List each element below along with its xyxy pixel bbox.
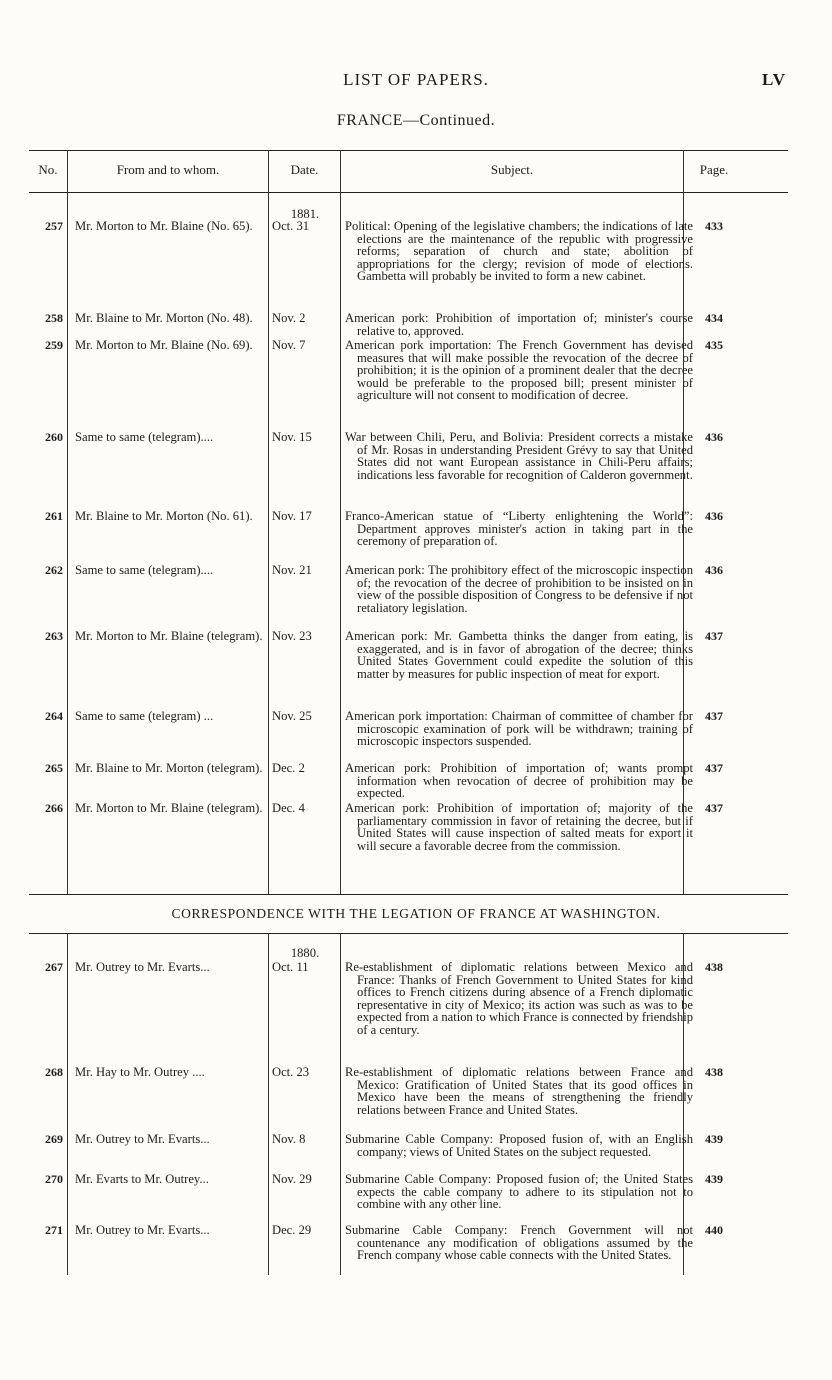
page-header: [0, 70, 832, 94]
date: Nov. 21: [272, 563, 312, 577]
from-to: Same to same (telegram)....: [75, 563, 214, 577]
paper-number: 258: [45, 311, 63, 325]
page-title: LIST OF PAPERS.: [343, 70, 489, 89]
paper-number: 257: [45, 219, 63, 233]
paper-number: 267: [45, 960, 63, 974]
subject: Submarine Cable Company: Proposed fusion of; the United States expects the cable company to adhere to its stipulation not to combine with any other line.: [345, 1172, 693, 1212]
date: Nov. 25: [272, 709, 312, 723]
date: Nov. 17: [272, 509, 312, 523]
from-to: Mr. Morton to Mr. Blaine (No. 65).: [75, 219, 253, 233]
date: Oct. 31: [272, 219, 310, 233]
paper-number: 265: [45, 761, 63, 775]
date: Nov. 23: [272, 629, 312, 643]
paper-number: 263: [45, 629, 63, 643]
subject: American pork: The prohibitory effect of the microscopic inspection of; the revocation of the decree of prohibition to be insisted on in view of the possible disposition of Congress to be defensive if not retaliatory legislation.: [345, 563, 693, 615]
paper-number: 269: [45, 1132, 63, 1146]
from-to: Mr. Blaine to Mr. Morton (telegram).: [75, 761, 263, 775]
papers-table-legation: [29, 933, 788, 1278]
from-to: Mr. Morton to Mr. Blaine (No. 69).: [75, 338, 253, 352]
year-label: 1881.: [290, 207, 320, 221]
from-to: Mr. Morton to Mr. Blaine (telegram).: [75, 629, 263, 643]
page-ref: 435: [705, 338, 723, 352]
papers-table-france: [29, 150, 788, 895]
date: Nov. 7: [272, 338, 306, 352]
subject: Re-establishment of diplomatic relations between France and Mexico: Gratification of United States that its good offices in Mexico have been the means of strengthening the friendly relations between France and United States.: [345, 1065, 693, 1117]
page-ref: 439: [705, 1172, 723, 1186]
page-ref: 439: [705, 1132, 723, 1146]
page-ref: 438: [705, 1065, 723, 1079]
date: Dec. 4: [272, 801, 305, 815]
from-to: Same to same (telegram)....: [75, 430, 214, 444]
correspondence-section-title: CORRESPONDENCE WITH THE LEGATION OF FRANCE AT WASHINGTON.: [171, 906, 661, 921]
column-header-date: Date.: [290, 162, 319, 177]
page-ref: 433: [705, 219, 723, 233]
subject: American pork: Mr. Gambetta thinks the danger from eating, is exaggerated, and is in favor of abrogation of the decree; thinks United States Government could expedite the solution of this matter by measures for public inspection of meat for export.: [345, 629, 693, 681]
paper-number: 266: [45, 801, 63, 815]
from-to: Mr. Hay to Mr. Outrey ....: [75, 1065, 205, 1079]
paper-number: 259: [45, 338, 63, 352]
paper-number: 264: [45, 709, 63, 723]
date: Nov. 29: [272, 1172, 312, 1186]
date: Dec. 2: [272, 761, 305, 775]
from-to: Same to same (telegram) ...: [75, 709, 214, 723]
from-to: Mr. Outrey to Mr. Evarts...: [75, 1223, 210, 1237]
page-ref: 436: [705, 509, 723, 523]
paper-number: 260: [45, 430, 63, 444]
date: Dec. 29: [272, 1223, 312, 1237]
column-header-no: No.: [38, 162, 58, 177]
subject: Franco-American statue of “Liberty enlightening the World”: Department approves minister's action in taking part in the ceremony of preparation of.: [345, 509, 693, 549]
page-number: LV: [761, 70, 786, 89]
page-ref: 437: [705, 801, 723, 815]
page-ref: 437: [705, 761, 723, 775]
page-ref: 436: [705, 563, 723, 577]
subject: Re-establishment of diplomatic relations between Mexico and France: Thanks of French Government to United States for kind offices to French citizens during absence of a French diplomatic representative in city of Mexico; its action was such as was to be expected from a nation to which France is connected by friendship of a century.: [345, 960, 693, 1037]
subject: American pork: Prohibition of importation of; wants prompt information when revocation of decree of prohibition may be expected.: [345, 761, 693, 801]
paper-number: 268: [45, 1065, 63, 1079]
subject: Political: Opening of the legislative chambers; the indications of late elections are the maintenance of the republic with progressive reforms; separation of church and state; abolition of appropriations for the clergy; revision of mode of elections. Gambetta will probably be invited to form a new cabinet.: [345, 219, 693, 284]
page-ref: 438: [705, 960, 723, 974]
paper-number: 261: [45, 509, 63, 523]
from-to: Mr. Morton to Mr. Blaine (telegram).: [75, 801, 263, 815]
subject: Submarine Cable Company: French Government will not countenance any modification of obligations assumed by the French company whose cable connects with the United States.: [345, 1223, 693, 1263]
from-to: Mr. Blaine to Mr. Morton (No. 61).: [75, 509, 253, 523]
subject: American pork importation: The French Government has devised measures that will make possible the revocation of the decree of prohibition; it is the opinion of a prominent dealer that the decree would be preferable to the proposed bill; present minister of agriculture will not consent to modification of decree.: [345, 338, 693, 403]
page-ref: 437: [705, 629, 723, 643]
column-header-page: Page.: [699, 162, 729, 177]
page-ref: 440: [705, 1223, 723, 1237]
date: Nov. 15: [272, 430, 312, 444]
column-header-subject: Subject.: [490, 162, 534, 177]
subject: American pork importation: Chairman of committee of chamber for microscopic examination of pork will be withdrawn; training of microscopic inspectors suspended.: [345, 709, 693, 749]
section-title: FRANCE—Continued.: [336, 112, 496, 129]
page-ref: 434: [705, 311, 723, 325]
year-label: 1880.: [290, 946, 320, 960]
subject: Submarine Cable Company: Proposed fusion of, with an English company; views of United States on the subject requested.: [345, 1132, 693, 1159]
subject: American pork: Prohibition of importation of; majority of the parliamentary commission in favor of retaining the decree, but if United States will cause inspection of salted meats for export it will secure a favorable decree from the commission.: [345, 801, 693, 853]
date: Oct. 11: [272, 960, 309, 974]
page-ref: 437: [705, 709, 723, 723]
paper-number: 262: [45, 563, 63, 577]
subject: War between Chili, Peru, and Bolivia: President corrects a mistake of Mr. Rosas in understanding President Grévy to say that United States did not want European assistance in Chili-Peru affairs; indications less favorable for recognition of Calderon government.: [345, 430, 693, 482]
subject: American pork: Prohibition of importation of; minister's course relative to, approved.: [345, 311, 693, 338]
paper-number: 271: [45, 1223, 63, 1237]
column-header-from: From and to whom.: [116, 162, 220, 177]
page-ref: 436: [705, 430, 723, 444]
date: Nov. 8: [272, 1132, 306, 1146]
date: Oct. 23: [272, 1065, 310, 1079]
date: Nov. 2: [272, 311, 306, 325]
from-to: Mr. Blaine to Mr. Morton (No. 48).: [75, 311, 253, 325]
from-to: Mr. Outrey to Mr. Evarts...: [75, 1132, 210, 1146]
from-to: Mr. Evarts to Mr. Outrey...: [75, 1172, 209, 1186]
paper-number: 270: [45, 1172, 63, 1186]
from-to: Mr. Outrey to Mr. Evarts...: [75, 960, 210, 974]
